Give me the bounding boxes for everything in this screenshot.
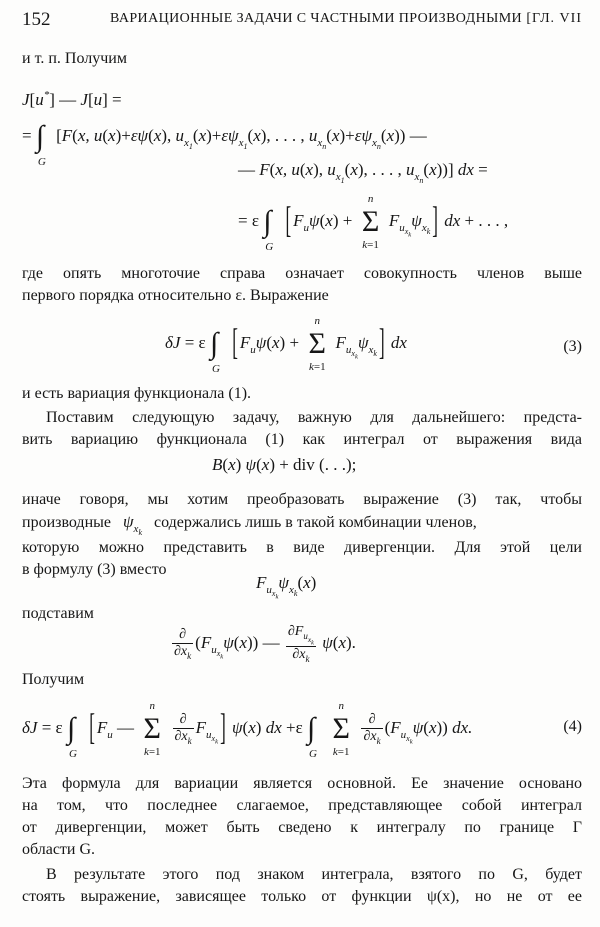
text-fragment: содержались лишь в такой комбинации членов, [154, 514, 477, 531]
page-number: 152 [22, 9, 51, 30]
text-line: от дивергенции, может быть сведено к интегралу по границе Γ [22, 819, 582, 836]
equation-variation-line1: = ∫ G [F(x, u(x)+εψ(x), $u_{x_1}(x)+\varepsilon\psi_{x_1}(x)$, . . . , $u_{x_n}(x)+\varepsilon\psi_{x_n}(x)$) — [22, 120, 427, 168]
text-line: и есть вариация функционала (1). [22, 385, 252, 402]
text-line: вить вариацию функционала (1) как интеграл от выражения вида [22, 431, 582, 448]
page-header [22, 9, 582, 33]
text-line: подставим [22, 605, 94, 622]
text-line: Получим [22, 671, 85, 688]
equation-variation-lhs: J[u*] — J[u] = [22, 89, 122, 109]
chapter-label: [ГЛ. VII [526, 11, 582, 26]
text-line: в формулу (3) вместо [22, 561, 167, 578]
text-line: первого порядка относительно ε. Выражение [22, 287, 329, 304]
inline-math-psi-xk: $\psi_{x_k}$ [122, 512, 142, 537]
running-title: ВАРИАЦИОННЫЕ ЗАДАЧИ С ЧАСТНЫМИ ПРОИЗВОДНЫМИ [110, 11, 523, 26]
equation-number: (4) [563, 718, 582, 735]
text-line: где опять многоточие справа означает совокупность членов выше [22, 265, 582, 282]
text-line: Поставим следующую задачу, важную для дальнейшего: предста- [46, 409, 582, 426]
text-fragment: производные [22, 514, 111, 531]
text-line: В результате этого под знаком интеграла, взятого по G, будет [46, 866, 582, 883]
equation-divergence-form: B(x) ψ(x) + div (. . .); [212, 455, 357, 474]
text-line: на том, что последнее слагаемое, представляющее собой интеграл [22, 797, 582, 814]
text-line: которую можно представить в виде дивергенции. Для этой цели [22, 539, 582, 556]
text-line: и т. п. Получим [22, 50, 127, 67]
equation-3: δJ = ε ∫ G [ $F_u\psi(x) + \Sigma$ n k=1 $F_{u_{x_k}}\psi_{x_k}$ ] dx [165, 315, 407, 375]
equation-number: (3) [563, 338, 582, 355]
equation-variation-line2: — F(x, u(x), $u_{x_1}(x)$, . . . , $u_{x_n}(x)$)] dx = [238, 160, 488, 185]
equation-substitution: $\frac{\partial}{\partial x_k}$ $(F_{u_{x_k}}\psi(x))$ — $\frac{\partial F_{u_{x_k}}}{\partial x_k}$ ψ(x). [174, 624, 356, 664]
text-line-with-math [22, 511, 582, 536]
text-line: стоять выражение, зависящее только от функции ψ(x), но не от ее [22, 888, 582, 905]
equation-4: δJ = ε ∫ G [ $F_u$ — Σ n k=1 $\frac{\partial}{\partial x_k}$ $F_{u_{x_k}}$ ] ψ(x) dx +ε ∫ G Σ n k=1 $\frac{\partial}{\partial x_k}$ $(F_{u_{x_k}}\psi(x))$ dx. [22, 700, 473, 760]
text-line: иначе говоря, мы хотим преобразовать выражение (3) так, чтобы [22, 491, 582, 508]
equation-replaced-term: $F_{u_{x_k}}\psi_{x_k}(x)$ [256, 573, 317, 601]
text-line: области G. [22, 841, 96, 858]
equation-variation-line3: = ε ∫ G [ $F_u\psi(x) + \Sigma$ n k=1 $F_{u_{x_k}}\psi_{x_k}$ ] dx + . . . , [238, 193, 509, 253]
text-line: Эта формула для вариации является основной. Ее значение основано [22, 775, 582, 792]
